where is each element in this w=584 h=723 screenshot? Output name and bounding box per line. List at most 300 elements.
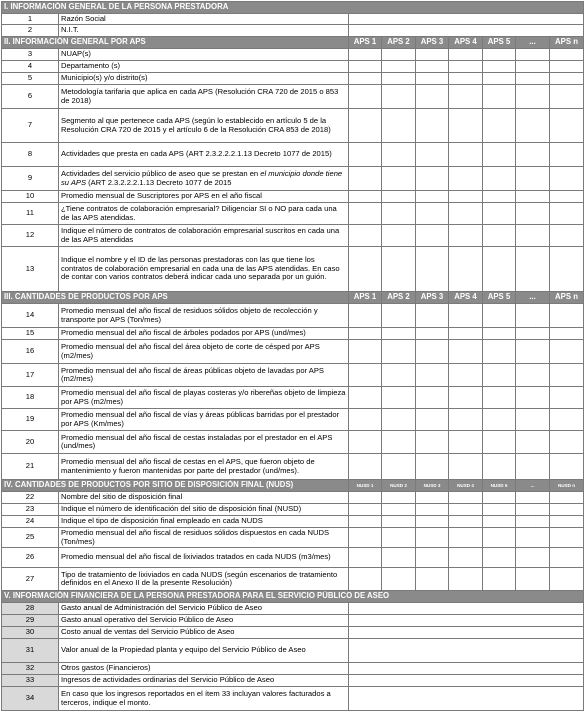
value-cell[interactable]: [483, 49, 516, 61]
value-cell[interactable]: [416, 504, 449, 516]
column-header: ...: [516, 37, 550, 49]
value-cell[interactable]: [516, 340, 550, 364]
section-header: [2, 2, 584, 14]
value-cell[interactable]: [516, 225, 550, 247]
value-cell[interactable]: [416, 304, 449, 328]
value-cell[interactable]: [449, 73, 483, 85]
value-cell[interactable]: [550, 328, 584, 340]
row-number: 34: [2, 687, 59, 711]
row-number: 32: [2, 663, 59, 675]
column-header: APS n: [550, 292, 584, 304]
value-cell[interactable]: [416, 143, 449, 167]
value-cell[interactable]: [349, 387, 382, 409]
value-cell[interactable]: [449, 191, 483, 203]
value-cell[interactable]: [349, 454, 382, 480]
row-description: Gasto anual de Administración del Servicio Público de Aseo: [59, 603, 349, 615]
value-cell[interactable]: [483, 364, 516, 387]
value-cell[interactable]: [516, 364, 550, 387]
value-cell[interactable]: [382, 528, 416, 548]
row-number: 33: [2, 675, 59, 687]
form-row: [2, 431, 584, 454]
value-cell[interactable]: [483, 203, 516, 225]
row-number: 16: [2, 340, 59, 364]
value-cell[interactable]: [483, 409, 516, 431]
value-cell[interactable]: [516, 167, 550, 191]
row-number: 2: [2, 25, 59, 37]
value-cell[interactable]: [516, 85, 550, 109]
row-number: 23: [2, 504, 59, 516]
value-cell[interactable]: [382, 109, 416, 143]
value-cell[interactable]: [516, 304, 550, 328]
row-description: ¿Tiene contratos de colaboración empresarial? Diligenciar SI o NO para cada una de las APS atendidas.: [59, 203, 349, 225]
value-cell[interactable]: [349, 14, 584, 25]
value-cell[interactable]: [382, 73, 416, 85]
value-cell[interactable]: [382, 387, 416, 409]
value-cell[interactable]: [516, 516, 550, 528]
value-cell[interactable]: [416, 247, 449, 292]
value-cell[interactable]: [416, 492, 449, 504]
value-cell[interactable]: [349, 304, 382, 328]
column-header: NUSD 1: [349, 480, 382, 492]
value-cell[interactable]: [349, 49, 382, 61]
form-row: [2, 191, 584, 203]
value-cell[interactable]: [516, 387, 550, 409]
value-cell[interactable]: [349, 627, 584, 639]
value-cell[interactable]: [483, 73, 516, 85]
value-cell[interactable]: [449, 167, 483, 191]
value-cell[interactable]: [516, 247, 550, 292]
value-cell[interactable]: [550, 340, 584, 364]
value-cell[interactable]: [483, 167, 516, 191]
form-row: [2, 663, 584, 675]
value-cell[interactable]: [449, 516, 483, 528]
column-header: NUSD n: [550, 480, 584, 492]
value-cell[interactable]: [483, 492, 516, 504]
form-row: [2, 340, 584, 364]
value-cell[interactable]: [416, 328, 449, 340]
row-description-emphasis: el municipio donde tiene su APS: [61, 169, 343, 187]
form-row: [2, 73, 584, 85]
row-description: Departamento (s): [59, 61, 349, 73]
row-number: 10: [2, 191, 59, 203]
row-number: 27: [2, 568, 59, 591]
column-header: APS 2: [382, 37, 416, 49]
value-cell[interactable]: [449, 364, 483, 387]
value-cell[interactable]: [550, 225, 584, 247]
value-cell[interactable]: [516, 143, 550, 167]
column-header: APS 1: [349, 292, 382, 304]
row-description: Promedio mensual del año fiscal de árboles podados por APS (und/mes): [59, 328, 349, 340]
value-cell[interactable]: [382, 516, 416, 528]
value-cell[interactable]: [483, 431, 516, 454]
row-description: NUAP(s): [59, 49, 349, 61]
value-cell[interactable]: [382, 340, 416, 364]
row-number: 21: [2, 454, 59, 480]
row-description: Promedio mensual del año fiscal de cestas instaladas por el prestador en el APS (und/mes): [59, 431, 349, 454]
value-cell[interactable]: [349, 73, 382, 85]
value-cell[interactable]: [349, 109, 382, 143]
value-cell[interactable]: [550, 61, 584, 73]
row-description-text: (ART 2.3.2.2.2.1.13 Decreto 1077 de 2015: [86, 177, 232, 187]
row-description: Promedio mensual del año fiscal de residuos sólidos objeto de recolección y transporte por APS (Ton/mes): [59, 304, 349, 328]
value-cell[interactable]: [449, 431, 483, 454]
value-cell[interactable]: [382, 409, 416, 431]
value-cell[interactable]: [382, 364, 416, 387]
form-row: [2, 568, 584, 591]
value-cell[interactable]: [416, 431, 449, 454]
row-description: Promedio mensual del año fiscal de lixiviados tratados en cada NUDS (m3/mes): [59, 548, 349, 568]
form-row: [2, 492, 584, 504]
section-title: I. INFORMACIÓN GENERAL DE LA PERSONA PRESTADORA: [2, 2, 584, 14]
value-cell[interactable]: [382, 61, 416, 73]
row-number: 24: [2, 516, 59, 528]
row-number: 17: [2, 364, 59, 387]
row-number: 26: [2, 548, 59, 568]
value-cell[interactable]: [349, 167, 382, 191]
value-cell[interactable]: [382, 568, 416, 591]
value-cell[interactable]: [550, 568, 584, 591]
value-cell[interactable]: [516, 203, 550, 225]
section-title: II. INFORMACIÓN GENERAL POR APS: [2, 37, 349, 49]
value-cell[interactable]: [349, 568, 382, 591]
value-cell[interactable]: [349, 225, 382, 247]
value-cell[interactable]: [349, 603, 584, 615]
value-cell[interactable]: [349, 663, 584, 675]
form-row: [2, 328, 584, 340]
row-description: Metodología tarifaria que aplica en cada APS (Resolución CRA 720 de 2015 o 853 de 2018): [59, 85, 349, 109]
value-cell[interactable]: [349, 340, 382, 364]
column-header: NUSD 2: [382, 480, 416, 492]
form-row: [2, 143, 584, 167]
row-number: 8: [2, 143, 59, 167]
value-cell[interactable]: [382, 492, 416, 504]
value-cell[interactable]: [516, 548, 550, 568]
value-cell[interactable]: [416, 548, 449, 568]
value-cell[interactable]: [449, 225, 483, 247]
value-cell[interactable]: [449, 504, 483, 516]
row-number: 25: [2, 528, 59, 548]
row-number: 13: [2, 247, 59, 292]
column-header: ...: [516, 292, 550, 304]
value-cell[interactable]: [349, 615, 584, 627]
value-cell[interactable]: [550, 143, 584, 167]
row-number: 12: [2, 225, 59, 247]
value-cell[interactable]: [416, 387, 449, 409]
value-cell[interactable]: [449, 409, 483, 431]
value-cell[interactable]: [550, 409, 584, 431]
row-number: 7: [2, 109, 59, 143]
value-cell[interactable]: [483, 143, 516, 167]
value-cell[interactable]: [550, 203, 584, 225]
value-cell[interactable]: [550, 109, 584, 143]
form-row: [2, 61, 584, 73]
value-cell[interactable]: [483, 340, 516, 364]
form-row: [2, 387, 584, 409]
form-row: [2, 516, 584, 528]
column-header: APS 4: [449, 37, 483, 49]
value-cell[interactable]: [349, 504, 382, 516]
value-cell[interactable]: [349, 409, 382, 431]
value-cell[interactable]: [550, 504, 584, 516]
value-cell[interactable]: [349, 492, 382, 504]
value-cell[interactable]: [516, 328, 550, 340]
value-cell[interactable]: [550, 191, 584, 203]
value-cell[interactable]: [349, 364, 382, 387]
value-cell[interactable]: [382, 225, 416, 247]
value-cell[interactable]: [349, 191, 382, 203]
value-cell[interactable]: [516, 431, 550, 454]
form-row: [2, 454, 584, 480]
row-description: Valor anual de la Propiedad planta y equipo del Servicio Público de Aseo: [59, 639, 349, 663]
value-cell[interactable]: [416, 528, 449, 548]
value-cell[interactable]: [416, 49, 449, 61]
value-cell[interactable]: [349, 203, 382, 225]
value-cell[interactable]: [349, 687, 584, 711]
value-cell[interactable]: [449, 492, 483, 504]
row-description: Promedio mensual del año fiscal de residuos sólidos dispuestos en cada NUDS (Ton/mes): [59, 528, 349, 548]
value-cell[interactable]: [382, 167, 416, 191]
value-cell[interactable]: [416, 73, 449, 85]
column-header: APS 3: [416, 37, 449, 49]
value-cell[interactable]: [550, 548, 584, 568]
form-row: [2, 528, 584, 548]
value-cell[interactable]: [449, 340, 483, 364]
value-cell[interactable]: [382, 143, 416, 167]
value-cell[interactable]: [550, 73, 584, 85]
value-cell[interactable]: [416, 167, 449, 191]
value-cell[interactable]: [382, 203, 416, 225]
value-cell[interactable]: [382, 431, 416, 454]
value-cell[interactable]: [416, 109, 449, 143]
value-cell[interactable]: [483, 61, 516, 73]
value-cell[interactable]: [349, 328, 382, 340]
row-description: Municipio(s) y/o distrito(s): [59, 73, 349, 85]
form-row: [2, 304, 584, 328]
row-description: Actividades que presta en cada APS (ART 2.3.2.2.2.1.13 Decreto 1077 de 2015): [59, 143, 349, 167]
value-cell[interactable]: [550, 85, 584, 109]
form-row: [2, 25, 584, 37]
column-header: NUSD 4: [449, 480, 483, 492]
value-cell[interactable]: [550, 431, 584, 454]
value-cell[interactable]: [516, 73, 550, 85]
form-row: [2, 225, 584, 247]
form-row: [2, 203, 584, 225]
column-header: ...: [516, 480, 550, 492]
value-cell[interactable]: [349, 143, 382, 167]
row-description: Razón Social: [59, 14, 349, 25]
row-description: En caso que los ingresos reportados en el ítem 33 incluyan valores facturados a terceros, indique el monto.: [59, 687, 349, 711]
value-cell[interactable]: [550, 364, 584, 387]
value-cell[interactable]: [416, 516, 449, 528]
value-cell[interactable]: [349, 61, 382, 73]
value-cell[interactable]: [349, 85, 382, 109]
value-cell[interactable]: [483, 304, 516, 328]
row-number: 3: [2, 49, 59, 61]
value-cell[interactable]: [550, 528, 584, 548]
value-cell[interactable]: [483, 387, 516, 409]
row-description: Promedio mensual del año fiscal del área objeto de corte de césped por APS (m2/mes): [59, 340, 349, 364]
row-description: Promedio mensual del año fiscal de cestas en el APS, que fueron objeto de mantenimiento y fueron mantenidas por parte del prestador (und/mes).: [59, 454, 349, 480]
value-cell[interactable]: [516, 504, 550, 516]
section-title: IV. CANTIDADES DE PRODUCTOS POR SITIO DE DISPOSICIÓN FINAL (NUDS): [2, 480, 349, 492]
value-cell[interactable]: [550, 387, 584, 409]
row-description: Promedio mensual de Suscriptores por APS en el año fiscal: [59, 191, 349, 203]
section-header: [2, 292, 584, 304]
column-header: APS n: [550, 37, 584, 49]
value-cell[interactable]: [382, 304, 416, 328]
value-cell[interactable]: [550, 167, 584, 191]
value-cell[interactable]: [382, 548, 416, 568]
row-description-text: Actividades del servicio público de aseo que se prestan en: [61, 169, 261, 178]
value-cell[interactable]: [449, 528, 483, 548]
value-cell[interactable]: [449, 387, 483, 409]
value-cell[interactable]: [382, 191, 416, 203]
value-cell[interactable]: [483, 568, 516, 591]
form-row: [2, 639, 584, 663]
column-header: APS 2: [382, 292, 416, 304]
value-cell[interactable]: [416, 61, 449, 73]
value-cell[interactable]: [550, 304, 584, 328]
value-cell[interactable]: [349, 431, 382, 454]
value-cell[interactable]: [382, 49, 416, 61]
section-header: [2, 591, 584, 603]
value-cell[interactable]: [483, 548, 516, 568]
value-cell[interactable]: [550, 247, 584, 292]
row-number: 9: [2, 167, 59, 191]
value-cell[interactable]: [483, 528, 516, 548]
value-cell[interactable]: [416, 191, 449, 203]
form-row: [2, 14, 584, 25]
value-cell[interactable]: [416, 340, 449, 364]
row-description: Tipo de tratamiento de lixiviados en cada NUDS (según escenarios de tratamiento definidos en el Anexo II de la presente Resolución): [59, 568, 349, 591]
form-row: [2, 615, 584, 627]
row-number: 6: [2, 85, 59, 109]
value-cell[interactable]: [516, 528, 550, 548]
value-cell[interactable]: [349, 247, 382, 292]
value-cell[interactable]: [416, 409, 449, 431]
form-row: [2, 548, 584, 568]
value-cell[interactable]: [416, 454, 449, 480]
form-row: [2, 409, 584, 431]
value-cell[interactable]: [449, 247, 483, 292]
value-cell[interactable]: [483, 516, 516, 528]
value-cell[interactable]: [449, 548, 483, 568]
value-cell[interactable]: [449, 454, 483, 480]
value-cell[interactable]: [349, 675, 584, 687]
value-cell[interactable]: [483, 225, 516, 247]
form-row: [2, 109, 584, 143]
value-cell[interactable]: [483, 454, 516, 480]
value-cell[interactable]: [449, 143, 483, 167]
value-cell[interactable]: [483, 85, 516, 109]
row-description: Promedio mensual del año fiscal de playas costeras y/o ribereñas objeto de limpieza por APS (m2/mes): [59, 387, 349, 409]
row-description: Segmento al que pertenece cada APS (según lo establecido en artículo 5 de la Resolución CRA 720 de 2015 y el artículo 6 de la Resolución CRA 853 de 2018): [59, 109, 349, 143]
row-description: Indique el número de contratos de colaboración empresarial suscritos en cada una de las APS atendidas: [59, 225, 349, 247]
form-row: [2, 49, 584, 61]
row-number: 28: [2, 603, 59, 615]
column-header: APS 5: [483, 37, 516, 49]
value-cell[interactable]: [449, 328, 483, 340]
value-cell[interactable]: [449, 49, 483, 61]
column-header: APS 4: [449, 292, 483, 304]
row-description: Gasto anual operativo del Servicio Público de Aseo: [59, 615, 349, 627]
row-description: N.I.T.: [59, 25, 349, 37]
value-cell[interactable]: [416, 364, 449, 387]
row-number: 19: [2, 409, 59, 431]
form-row: [2, 364, 584, 387]
value-cell[interactable]: [516, 61, 550, 73]
value-cell[interactable]: [416, 85, 449, 109]
form-table: [1, 1, 584, 711]
value-cell[interactable]: [516, 409, 550, 431]
value-cell[interactable]: [516, 454, 550, 480]
row-number: 15: [2, 328, 59, 340]
value-cell[interactable]: [416, 568, 449, 591]
value-cell[interactable]: [550, 516, 584, 528]
row-number: 29: [2, 615, 59, 627]
form-row: [2, 167, 584, 191]
row-number: 5: [2, 73, 59, 85]
row-description: Nombre del sitio de disposición final: [59, 492, 349, 504]
value-cell[interactable]: [449, 109, 483, 143]
column-header: NUSD 5: [483, 480, 516, 492]
form-body: [2, 2, 584, 711]
value-cell[interactable]: [483, 109, 516, 143]
column-header: APS 1: [349, 37, 382, 49]
value-cell[interactable]: [416, 225, 449, 247]
value-cell[interactable]: [449, 304, 483, 328]
row-description: Ingresos de actividades ordinarias del Servicio Público de Aseo: [59, 675, 349, 687]
value-cell[interactable]: [349, 25, 584, 37]
value-cell[interactable]: [483, 504, 516, 516]
value-cell[interactable]: [382, 454, 416, 480]
value-cell[interactable]: [550, 454, 584, 480]
value-cell[interactable]: [349, 516, 382, 528]
value-cell[interactable]: [449, 203, 483, 225]
row-number: 20: [2, 431, 59, 454]
column-header: NUSD 3: [416, 480, 449, 492]
form-row: [2, 675, 584, 687]
row-description: Otros gastos (Financieros): [59, 663, 349, 675]
value-cell[interactable]: [449, 61, 483, 73]
value-cell[interactable]: [483, 247, 516, 292]
row-number: 31: [2, 639, 59, 663]
value-cell[interactable]: [382, 504, 416, 516]
value-cell[interactable]: [516, 191, 550, 203]
form-row: [2, 85, 584, 109]
value-cell[interactable]: [416, 203, 449, 225]
value-cell[interactable]: [516, 568, 550, 591]
value-cell[interactable]: [550, 49, 584, 61]
value-cell[interactable]: [382, 247, 416, 292]
value-cell[interactable]: [483, 328, 516, 340]
value-cell[interactable]: [349, 548, 382, 568]
value-cell[interactable]: [516, 492, 550, 504]
value-cell[interactable]: [483, 191, 516, 203]
value-cell[interactable]: [550, 492, 584, 504]
value-cell[interactable]: [449, 568, 483, 591]
value-cell[interactable]: [516, 109, 550, 143]
section-title: V. INFORMACIÓN FINANCIERA DE LA PERSONA PRESTADORA PARA EL SERVICIO PÚBLICO DE ASEO: [2, 591, 584, 603]
section-title: III. CANTIDADES DE PRODUCTOS POR APS: [2, 292, 349, 304]
value-cell[interactable]: [349, 528, 382, 548]
value-cell[interactable]: [516, 49, 550, 61]
value-cell[interactable]: [382, 85, 416, 109]
value-cell[interactable]: [449, 85, 483, 109]
value-cell[interactable]: [349, 639, 584, 663]
value-cell[interactable]: [382, 328, 416, 340]
row-number: 30: [2, 627, 59, 639]
